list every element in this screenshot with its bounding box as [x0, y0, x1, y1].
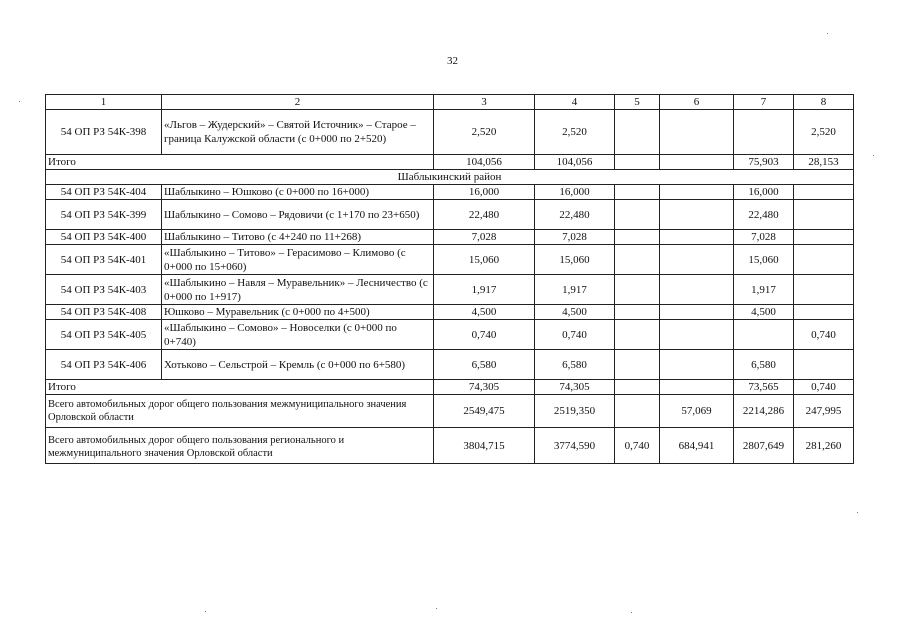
road-name: Юшково – Муравельник (с 0+000 по 4+500)	[162, 305, 434, 320]
total-col6	[660, 155, 734, 170]
cell-col7: 16,000	[734, 185, 794, 200]
cell-col3: 1,917	[434, 275, 535, 305]
summary-col8: 247,995	[794, 395, 854, 428]
total-col6	[660, 380, 734, 395]
summary-col5: 0,740	[615, 428, 660, 464]
cell-col6	[660, 320, 734, 350]
page-number: 32	[447, 55, 458, 67]
total-label: Итого	[46, 155, 434, 170]
road-name: «Шаблыкино – Титово» – Герасимово – Климово (с 0+000 по 15+060)	[162, 245, 434, 275]
road-name: «Льгов – Жудерский» – Святой Источник» – Старое – граница Калужской области (с 0+000 по 2+520)	[162, 110, 434, 155]
cell-col7	[734, 110, 794, 155]
total-col4: 104,056	[535, 155, 615, 170]
table-row	[46, 275, 854, 305]
summary-col4: 3774,590	[535, 428, 615, 464]
summary-col8: 281,260	[794, 428, 854, 464]
cell-col6	[660, 230, 734, 245]
cell-col3: 4,500	[434, 305, 535, 320]
road-name: Шаблыкино – Сомово – Рядовичи (с 1+170 по 23+650)	[162, 200, 434, 230]
cell-col3: 15,060	[434, 245, 535, 275]
road-code: 54 ОП РЗ 54К-403	[46, 275, 162, 305]
cell-col8	[794, 350, 854, 380]
table-row	[46, 350, 854, 380]
cell-col8: 2,520	[794, 110, 854, 155]
cell-col5	[615, 230, 660, 245]
cell-col4: 6,580	[535, 350, 615, 380]
cell-col4: 0,740	[535, 320, 615, 350]
cell-col5	[615, 350, 660, 380]
cell-col5	[615, 110, 660, 155]
summary-col6: 57,069	[660, 395, 734, 428]
cell-col3: 0,740	[434, 320, 535, 350]
total-col4: 74,305	[535, 380, 615, 395]
road-code: 54 ОП РЗ 54К-398	[46, 110, 162, 155]
cell-col6	[660, 275, 734, 305]
table-row	[46, 110, 854, 155]
cell-col8: 0,740	[794, 320, 854, 350]
total-col8: 28,153	[794, 155, 854, 170]
cell-col5	[615, 305, 660, 320]
road-name: Шаблыкино – Юшково (с 0+000 по 16+000)	[162, 185, 434, 200]
cell-col5	[615, 185, 660, 200]
header-cell: 1	[46, 95, 162, 110]
total-col3: 74,305	[434, 380, 535, 395]
summary-col6: 684,941	[660, 428, 734, 464]
cell-col8	[794, 230, 854, 245]
scan-speck	[631, 612, 632, 613]
cell-col7: 1,917	[734, 275, 794, 305]
summary-label: Всего автомобильных дорог общего пользования межмуниципального значения Орловской области	[46, 395, 434, 428]
table-row	[46, 185, 854, 200]
table-row	[46, 245, 854, 275]
scan-speck	[857, 512, 858, 513]
road-code: 54 ОП РЗ 54К-400	[46, 230, 162, 245]
header-cell: 6	[660, 95, 734, 110]
header-cell: 8	[794, 95, 854, 110]
road-name: Шаблыкино – Титово (с 4+240 по 11+268)	[162, 230, 434, 245]
summary-col3: 3804,715	[434, 428, 535, 464]
cell-col5	[615, 245, 660, 275]
cell-col5	[615, 200, 660, 230]
summary-row-municipal	[46, 395, 854, 428]
header-cell: 5	[615, 95, 660, 110]
summary-col4: 2519,350	[535, 395, 615, 428]
summary-col5	[615, 395, 660, 428]
cell-col4: 16,000	[535, 185, 615, 200]
road-name: «Шаблыкино – Сомово» – Новоселки (с 0+000 по 0+740)	[162, 320, 434, 350]
road-name: Хотьково – Сельстрой – Кремль (с 0+000 по 6+580)	[162, 350, 434, 380]
cell-col7: 15,060	[734, 245, 794, 275]
total-label: Итого	[46, 380, 434, 395]
road-code: 54 ОП РЗ 54К-406	[46, 350, 162, 380]
scan-speck	[205, 611, 206, 612]
total-col5	[615, 380, 660, 395]
cell-col3: 6,580	[434, 350, 535, 380]
cell-col6	[660, 110, 734, 155]
cell-col6	[660, 245, 734, 275]
total-row	[46, 380, 854, 395]
cell-col6	[660, 305, 734, 320]
cell-col3: 7,028	[434, 230, 535, 245]
section-title: Шаблыкинский район	[46, 170, 854, 185]
cell-col6	[660, 200, 734, 230]
table-row	[46, 200, 854, 230]
cell-col8	[794, 275, 854, 305]
road-name: «Шаблыкино – Навля – Муравельник» – Лесничество (с 0+000 по 1+917)	[162, 275, 434, 305]
road-register-table	[45, 94, 854, 464]
cell-col4: 7,028	[535, 230, 615, 245]
table-row	[46, 305, 854, 320]
total-row	[46, 155, 854, 170]
scan-speck	[873, 155, 874, 156]
cell-col5	[615, 320, 660, 350]
cell-col7: 4,500	[734, 305, 794, 320]
table-row	[46, 230, 854, 245]
header-cell: 4	[535, 95, 615, 110]
header-row	[46, 95, 854, 110]
total-col7: 75,903	[734, 155, 794, 170]
cell-col3: 2,520	[434, 110, 535, 155]
road-code: 54 ОП РЗ 54К-399	[46, 200, 162, 230]
cell-col7: 22,480	[734, 200, 794, 230]
cell-col4: 22,480	[535, 200, 615, 230]
total-col5	[615, 155, 660, 170]
cell-col4: 1,917	[535, 275, 615, 305]
summary-col3: 2549,475	[434, 395, 535, 428]
summary-col7: 2214,286	[734, 395, 794, 428]
road-code: 54 ОП РЗ 54К-404	[46, 185, 162, 200]
cell-col8	[794, 305, 854, 320]
road-code: 54 ОП РЗ 54К-405	[46, 320, 162, 350]
total-col7: 73,565	[734, 380, 794, 395]
summary-col7: 2807,649	[734, 428, 794, 464]
cell-col6	[660, 185, 734, 200]
road-code: 54 ОП РЗ 54К-408	[46, 305, 162, 320]
cell-col7: 6,580	[734, 350, 794, 380]
table-row	[46, 320, 854, 350]
cell-col4: 15,060	[535, 245, 615, 275]
total-col8: 0,740	[794, 380, 854, 395]
header-cell: 3	[434, 95, 535, 110]
cell-col8	[794, 185, 854, 200]
cell-col3: 22,480	[434, 200, 535, 230]
cell-col5	[615, 275, 660, 305]
cell-col7	[734, 320, 794, 350]
road-code: 54 ОП РЗ 54К-401	[46, 245, 162, 275]
cell-col4: 4,500	[535, 305, 615, 320]
cell-col7: 7,028	[734, 230, 794, 245]
header-cell: 7	[734, 95, 794, 110]
total-col3: 104,056	[434, 155, 535, 170]
scan-speck	[436, 608, 437, 609]
header-cell: 2	[162, 95, 434, 110]
summary-label: Всего автомобильных дорог общего пользования регионального и межмуниципального значения Орловской области	[46, 428, 434, 464]
cell-col8	[794, 200, 854, 230]
section-row	[46, 170, 854, 185]
cell-col3: 16,000	[434, 185, 535, 200]
cell-col4: 2,520	[535, 110, 615, 155]
scan-speck	[19, 101, 20, 102]
cell-col6	[660, 350, 734, 380]
scan-speck	[827, 33, 828, 34]
cell-col8	[794, 245, 854, 275]
summary-row-regional	[46, 428, 854, 464]
